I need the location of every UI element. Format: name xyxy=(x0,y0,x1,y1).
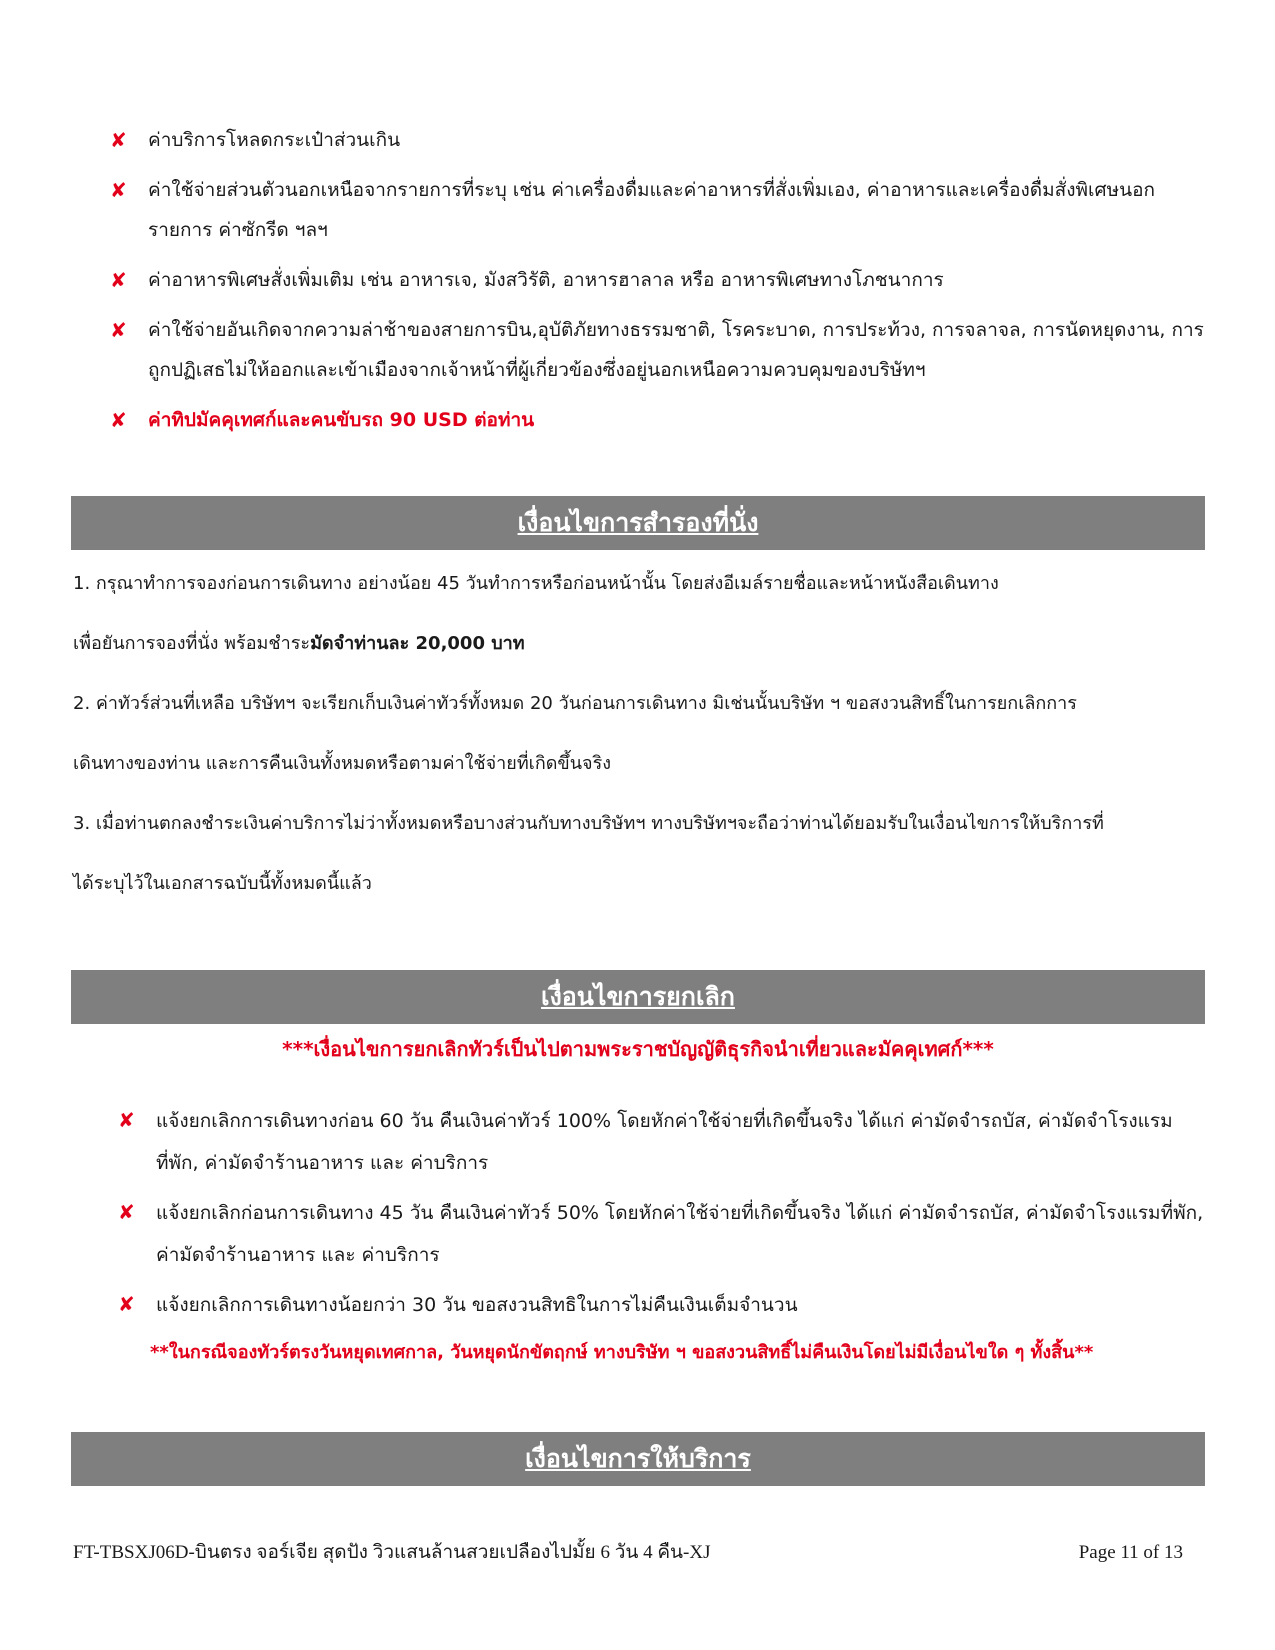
list-item xyxy=(110,170,1210,250)
booking-line: 3. เมื่อท่านตกลงชำระเงินค่าบริการไม่ว่าทั้งหมดหรือบางส่วนกับทางบริษัทฯ ทางบริษัทฯจะถือว่าท่านได้ยอมรับในเงื่อนไขการให้บริการที่ xyxy=(73,813,1104,834)
list-item xyxy=(118,1192,1210,1276)
x-mark-icon: ✘ xyxy=(118,1200,135,1224)
booking-line: ได้ระบุไว้ในเอกสารฉบับนี้ทั้งหมดนี้แล้ว xyxy=(73,873,372,894)
x-mark-icon: ✘ xyxy=(110,318,127,342)
cancellation-list xyxy=(118,1100,1210,1334)
cancellation-law-note: ***เงื่อนไขการยกเลิกทัวร์เป็นไปตามพระราชบัญญัติธุรกิจนำเที่ยวและมัคคุเทศก์*** xyxy=(282,1037,994,1061)
x-mark-icon: ✘ xyxy=(110,268,127,292)
exclusion-text: ค่าใช้จ่ายอันเกิดจากความล่าช้าของสายการบิน,อุบัติภัยทางธรรมชาติ, โรคระบาด, การประท้วง, การจลาจล, การนัดหยุดงาน, การถูกปฏิเสธไม่ให้ออกและเข้าเมืองจากเจ้าหน้าที่ผู้เกี่ยวข้องซึ่งอยู่นอกเหนือความควบคุมของบริษัทฯ xyxy=(148,319,1204,381)
footer-page-number: Page 11 of 13 xyxy=(1078,1542,1183,1563)
list-item xyxy=(110,120,1210,160)
x-mark-icon: ✘ xyxy=(110,128,127,152)
list-item xyxy=(110,260,1210,300)
exclusion-text: ค่าอาหารพิเศษสั่งเพิ่มเติม เช่น อาหารเจ, มังสวิรัติ, อาหารฮาลาล หรือ อาหารพิเศษทางโภชนาการ xyxy=(148,269,944,291)
list-item xyxy=(110,400,1210,440)
x-mark-icon: ✘ xyxy=(118,1108,135,1132)
footer-document-code: FT-TBSXJ06D-บินตรง จอร์เจีย สุดปัง วิวแสนล้านสวยเปลืองไปมั้ย 6 วัน 4 คืน-XJ xyxy=(73,1542,711,1563)
tip-exclusion-text: ค่าทิปมัคคุเทศก์และคนขับรถ 90 USD ต่อท่าน xyxy=(148,409,535,431)
cancellation-conditions-header: เงื่อนไขการยกเลิก xyxy=(71,970,1205,1024)
deposit-amount: มัดจำท่านละ 20,000 บาท xyxy=(310,633,525,654)
x-mark-icon: ✘ xyxy=(110,178,127,202)
booking-line: 1. กรุณาทำการจองก่อนการเดินทาง อย่างน้อย 45 วันทำการหรือก่อนหน้านั้น โดยส่งอีเมล์รายชื่อและหน้าหนังสือเดินทาง xyxy=(73,573,999,594)
cancellation-text: แจ้งยกเลิกการเดินทางก่อน 60 วัน คืนเงินค่าทัวร์ 100% โดยหักค่าใช้จ่ายที่เกิดขึ้นจริง ได้แก่ ค่ามัดจำรถบัส, ค่ามัดจำโรงแรมที่พัก, ค่ามัดจำร้านอาหาร และ ค่าบริการ xyxy=(156,1110,1173,1174)
holiday-note: **ในกรณีจองทัวร์ตรงวันหยุดเทศกาล, วันหยุดนักขัตฤกษ์ ทางบริษัท ฯ ขอสงวนสิทธิ์ไม่คืนเงินโดยไม่มีเงื่อนไขใด ๆ ทั้งสิ้น** xyxy=(150,1342,1094,1363)
list-item xyxy=(118,1284,1210,1326)
booking-conditions-header: เงื่อนไขการสำรองที่นั่ง xyxy=(71,496,1205,550)
x-mark-icon: ✘ xyxy=(110,408,127,432)
exclusions-list xyxy=(110,120,1210,450)
booking-line: เดินทางของท่าน และการคืนเงินทั้งหมดหรือตามค่าใช้จ่ายที่เกิดขึ้นจริง xyxy=(73,753,612,774)
booking-conditions xyxy=(73,554,1203,914)
cancellation-text: แจ้งยกเลิกการเดินทางน้อยกว่า 30 วัน ขอสงวนสิทธิในการไม่คืนเงินเต็มจำนวน xyxy=(156,1294,798,1316)
booking-line xyxy=(73,614,1203,674)
exclusion-text: ค่าใช้จ่ายส่วนตัวนอกเหนือจากรายการที่ระบุ เช่น ค่าเครื่องดื่มและค่าอาหารที่สั่งเพิ่มเอง, ค่าอาหารและเครื่องดื่มสั่งพิเศษนอกรายการ ค่าซักรีด ฯลฯ xyxy=(148,179,1155,241)
list-item xyxy=(118,1100,1210,1184)
exclusion-text: ค่าบริการโหลดกระเป๋าส่วนเกิน xyxy=(148,129,401,151)
list-item xyxy=(110,310,1210,390)
booking-line: 2. ค่าทัวร์ส่วนที่เหลือ บริษัทฯ จะเรียกเก็บเงินค่าทัวร์ทั้งหมด 20 วันก่อนการเดินทาง มิเช่นนั้นบริษัท ฯ ขอสงวนสิทธิ์ในการยกเลิกการ xyxy=(73,693,1077,714)
cancellation-text: แจ้งยกเลิกก่อนการเดินทาง 45 วัน คืนเงินค่าทัวร์ 50% โดยหักค่าใช้จ่ายที่เกิดขึ้นจริง ได้แก่ ค่ามัดจำรถบัส, ค่ามัดจำโรงแรมที่พัก, ค่ามัดจำร้านอาหาร และ ค่าบริการ xyxy=(156,1202,1204,1266)
booking-line-text: เพื่อยันการจองที่นั่ง พร้อมชำระ xyxy=(73,633,311,654)
x-mark-icon: ✘ xyxy=(118,1292,135,1316)
service-conditions-header: เงื่อนไขการให้บริการ xyxy=(71,1432,1205,1486)
